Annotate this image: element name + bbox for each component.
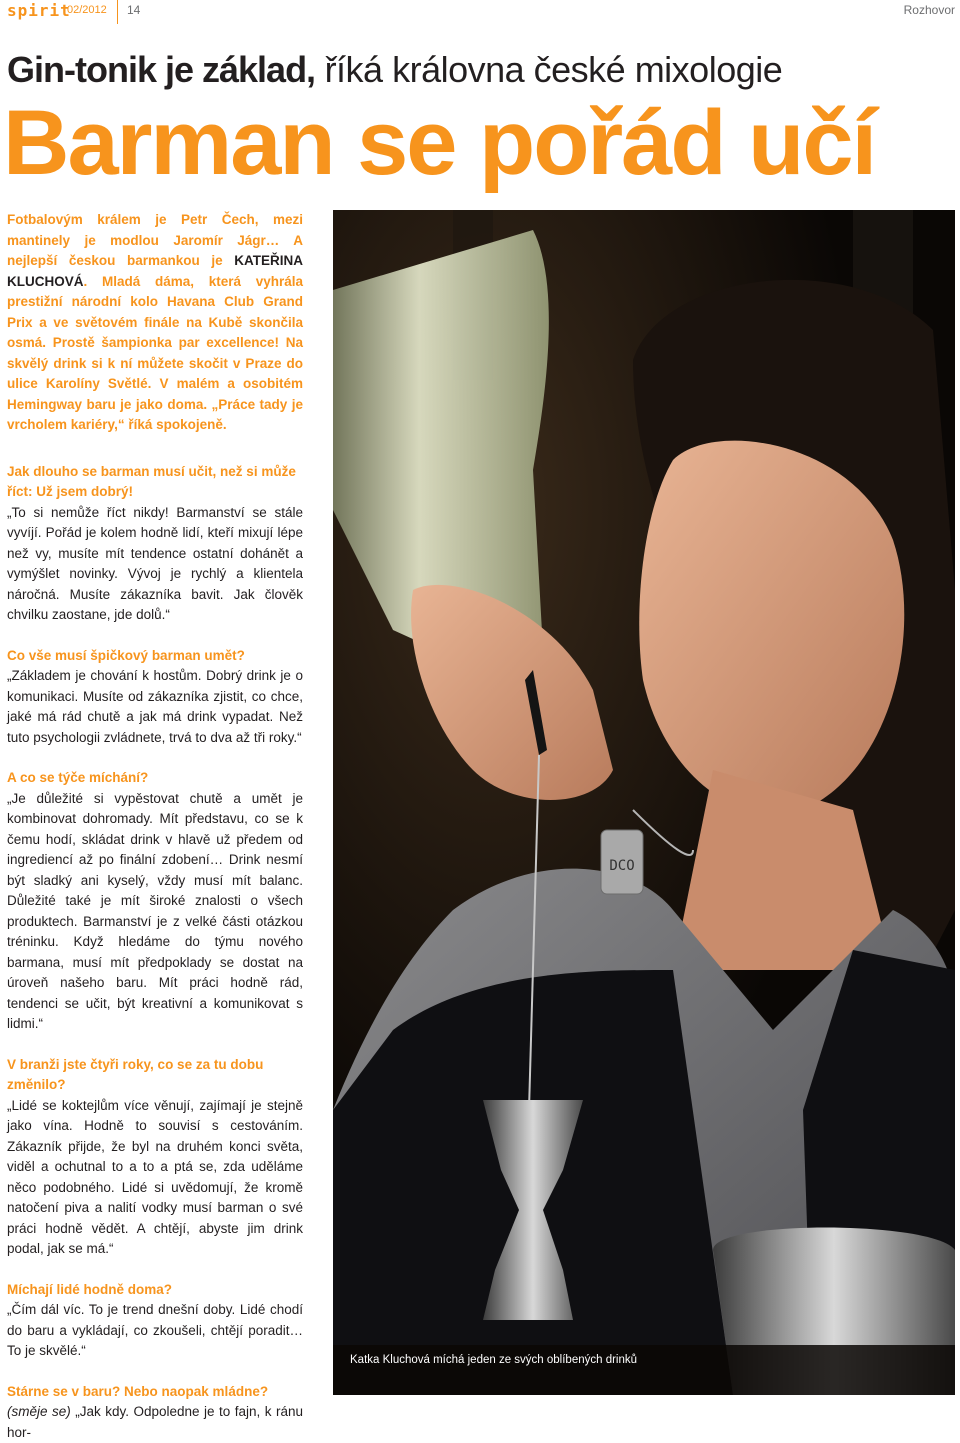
answer: „Je důležité si vypěstovat chutě a umět je kombinovat dohromady. Mít představu, co se k čemu hodí, skládat drink v hlavě už předem od ingrediencí až po finální zdobení… Drink nesmí být sladký ani kyselý, vždy musí mít balanc. Důležité také je mít široké znalosti o všech produktech. Barmanství je z velké části otázkou tréninku. Když hledáme do týmu nového barmana, musí mít předpoklady se dostat na úroveň našeho baru. Mít práci hodně rád, tendenci se učit, být kreativní a komunikovat s lidmi.“ (7, 790, 303, 1031)
question: Stárne se v baru? Nebo naopak mládne? (7, 1383, 269, 1399)
article-column (7, 210, 303, 1443)
question: Jak dlouho se barman musí učit, než si může říct: Už jsem dobrý! (7, 463, 296, 499)
lead-paragraph (7, 210, 303, 436)
question: Míchají lidé hodně doma? (7, 1281, 173, 1297)
headline (7, 48, 782, 92)
issue-number: 02/2012 (67, 4, 107, 16)
pendant-text: DCO (609, 858, 635, 874)
answer: „Lidé se koktejlům více věnují, zajímají je stejně jako vína. Hodně to souvisí s cestováním. Zákazník přijde, že byl na druhém konci světa, viděl a ochutnal to a to a ptá se, zda uděláme něco podobného. Lidé si uvědomují, že kromě natočení piva a nalití vodky musí barman o své práci hodně vědět. A chtějí, abyste jim drink podal, jak se má.“ (7, 1097, 303, 1256)
answer (7, 1402, 303, 1443)
question: Co vše musí špičkový barman umět? (7, 647, 245, 663)
lead-part2: . Mladá dáma, která vyhrála prestižní národní kolo Havana Club Grand Prix a ve světovém finále na Kubě skončila osmá. Prostě šampionka par excellence! Na skvělý drink si k ní můžete skočit v Praze do ulice Karolíny Světlé. V malém a osobitém Hemingway baru je jako doma. „Práce tady je vrcholem kariéry,“ říká spokojeně. (7, 273, 303, 432)
question: V branži jste čtyři roky, co se za tu dobu změnilo? (7, 1056, 264, 1092)
magazine-logo: spirit (7, 1, 71, 20)
answer: „Čím dál víc. To je trend dnešní doby. Lidé chodí do baru a vykládají, co zkoušeli, chtějí poradit… To je skvělé.“ (7, 1302, 303, 1358)
lead-part1: Fotbalovým králem je Petr Čech, mezi mantinely je modlou Jaromír Jágr… A nejlepší českou barmankou je (7, 212, 303, 268)
caption-bar (333, 1345, 955, 1395)
header-divider (117, 0, 118, 24)
answer: „Základem je chování k hostům. Dobrý drink je o komunikaci. Musíte od zákazníka zjistit, co chce, jaké má rád chutě a jak má drink vypadat. Než tuto psychologii zvládnete, trvá to dva až tři roky.“ (7, 668, 303, 745)
answer-aside: (směje se) (7, 1404, 71, 1419)
answer: „To si nemůže říct nikdy! Barmanství se stále vyvíjí. Pořád je kolem hodně lidí, kteří mixují lépe než vy, musíte mít tendence ostatní dohánět a vymýšlet novinky. Vývoj je rychlý a klientela náročná. Musíte zákazníka bavit. Jak člověk chvilku zaostane, jde dolů.“ (7, 504, 303, 622)
section-label: Rozhovor (903, 3, 955, 17)
headline-bold: Gin-tonik je základ, (7, 49, 316, 90)
page-header (7, 0, 955, 26)
lead-name: KATEŘINA KLUCHOVÁ (7, 253, 303, 289)
photo-caption: Katka Kluchová míchá jeden ze svých oblíbených drinků (350, 1354, 638, 1366)
answer-text: „Jak kdy. Odpoledne je to fajn, k ránu hor- (7, 1404, 303, 1440)
main-title: Barman se pořád učí (3, 92, 876, 194)
headline-rest: říká královna české mixologie (315, 49, 783, 90)
page-number: 14 (127, 3, 141, 17)
bartender-photo (333, 210, 955, 1395)
question: A co se týče míchání? (7, 770, 149, 785)
photo-illustration (333, 210, 955, 1395)
